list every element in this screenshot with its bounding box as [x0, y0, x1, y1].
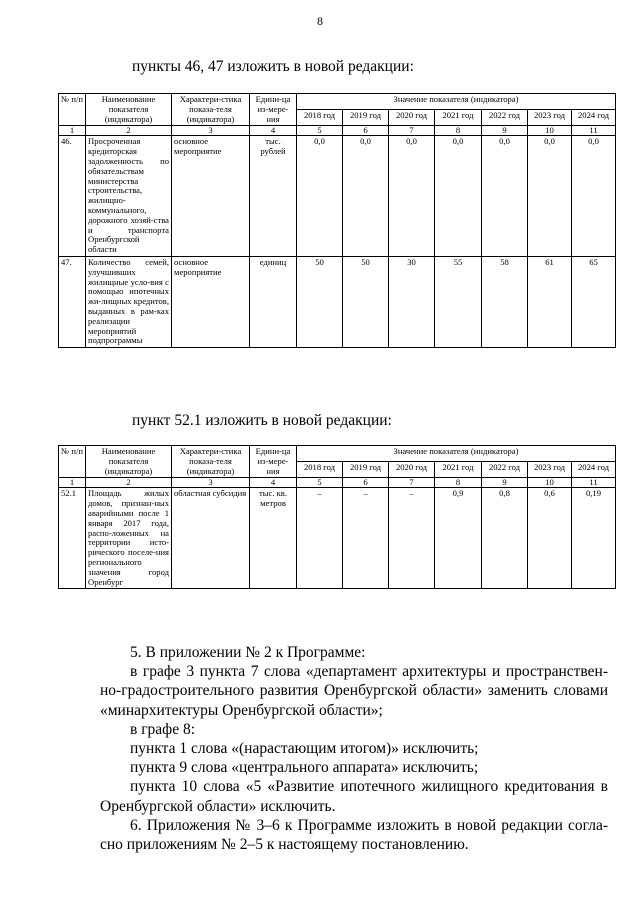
- row-unit: единиц: [250, 256, 297, 347]
- row-value: 0,0: [482, 136, 528, 257]
- row-no: 52.1: [59, 488, 86, 589]
- row-value: –: [389, 488, 435, 589]
- row-value: 61: [528, 256, 572, 347]
- paragraph-point-9: пункта 9 слова «центрального аппарата» исключить;: [130, 759, 479, 777]
- paragraph-point-1: пункта 1 слова «(нарастающим итогом)» исключить;: [130, 740, 479, 758]
- indicators-table-52-1: [58, 445, 616, 589]
- page-number: 8: [317, 14, 323, 28]
- col-number: 2: [86, 478, 172, 488]
- heading-item-52-1: пункт 52.1 изложить в новой редакции:: [132, 412, 392, 429]
- col-number: 9: [482, 126, 528, 136]
- row-value: 0,6: [528, 488, 572, 589]
- col-number: 3: [172, 478, 250, 488]
- col-number: 9: [482, 478, 528, 488]
- header-year: 2020 год: [389, 462, 435, 478]
- header-unit: Едини-ца из-мере-ния: [250, 94, 297, 126]
- column-number-row: [59, 478, 616, 488]
- col-number: 1: [59, 126, 86, 136]
- col-number: 11: [572, 478, 616, 488]
- header-year: 2020 год: [389, 110, 435, 126]
- row-value: 0,0: [389, 136, 435, 257]
- col-number: 4: [250, 478, 297, 488]
- col-number: 8: [435, 478, 482, 488]
- heading-items-46-47: пункты 46, 47 изложить в новой редакции:: [132, 58, 414, 75]
- row-value: 65: [572, 256, 616, 347]
- header-year: 2018 год: [297, 110, 343, 126]
- header-no: № п/п: [59, 446, 86, 478]
- header-year: 2023 год: [528, 110, 572, 126]
- col-number: 7: [389, 478, 435, 488]
- header-value-group: Значение показателя (индикатора): [297, 446, 616, 462]
- header-value-group: Значение показателя (индикатора): [297, 94, 616, 110]
- row-value: 0,8: [482, 488, 528, 589]
- row-value: 0,0: [297, 136, 343, 257]
- header-year: 2022 год: [482, 462, 528, 478]
- row-characteristic: основное мероприятие: [172, 136, 250, 257]
- row-value: 0,0: [435, 136, 482, 257]
- col-number: 10: [528, 478, 572, 488]
- col-number: 10: [528, 126, 572, 136]
- paragraph-item-6: 6. Приложения № 3–6 к Программе изложить в новой редакции согла-сно приложениям № 2–5 к настоящему постановлению.: [100, 816, 608, 854]
- header-unit: Едини-ца из-мере-ния: [250, 446, 297, 478]
- row-value: 30: [389, 256, 435, 347]
- row-no: 46.: [59, 136, 86, 257]
- header-year: 2024 год: [572, 110, 616, 126]
- indicators-table-46-47: [58, 93, 616, 348]
- row-value: 0,9: [435, 488, 482, 589]
- paragraph-point-10: пункта 10 слова «5 «Развитие ипотечного жилищного кредитования в Оренбургской области» исключить.: [100, 778, 608, 815]
- table-row: [59, 136, 616, 257]
- header-no: № п/п: [59, 94, 86, 126]
- column-number-row: [59, 126, 616, 136]
- header-year: 2024 год: [572, 462, 616, 478]
- row-value: 0,0: [343, 136, 389, 257]
- col-number: 1: [59, 478, 86, 488]
- col-number: 6: [343, 478, 389, 488]
- col-number: 2: [86, 126, 172, 136]
- row-indicator-name: Количество семей, улучшивших жилищные усло-вия с помощью ипотечных жи-лищных кредитов, выданных в рам-ках реализации мероприятий подпрограммы: [86, 256, 172, 347]
- table-header-row: [59, 94, 616, 110]
- paragraph-column-8: в графе 8:: [130, 720, 196, 738]
- row-indicator-name: Просроченная кредиторская задолженность по обязательствам министерства строительства, жилищно-коммунального, дорожного хозяй-ства и транспорта Оренбургской области: [86, 136, 172, 257]
- col-number: 8: [435, 126, 482, 136]
- table-row: [59, 488, 616, 589]
- header-characteristic: Характери-стика показа-теля (индикатора): [172, 94, 250, 126]
- row-value: 0,19: [572, 488, 616, 589]
- row-characteristic: основное мероприятие: [172, 256, 250, 347]
- header-year: 2021 год: [435, 462, 482, 478]
- paragraph-column-3: в графе 3 пункта 7 слова «департамент архитектуры и пространствен-но-градостроительного развития Оренбургской области» заменить словами «минархитектуры Оренбургской области»;: [100, 663, 608, 719]
- header-year: 2023 год: [528, 462, 572, 478]
- amendment-text: [100, 643, 608, 854]
- header-indicator-name: Наименование показателя (индикатора): [86, 446, 172, 478]
- col-number: 5: [297, 126, 343, 136]
- col-number: 6: [343, 126, 389, 136]
- col-number: 4: [250, 126, 297, 136]
- row-value: 50: [297, 256, 343, 347]
- header-year: 2021 год: [435, 110, 482, 126]
- row-value: –: [343, 488, 389, 589]
- row-value: 0,0: [528, 136, 572, 257]
- col-number: 3: [172, 126, 250, 136]
- header-year: 2019 год: [343, 462, 389, 478]
- row-characteristic: областная субсидия: [172, 488, 250, 589]
- row-value: 0,0: [572, 136, 616, 257]
- row-no: 47.: [59, 256, 86, 347]
- row-value: 58: [482, 256, 528, 347]
- row-value: –: [297, 488, 343, 589]
- row-unit: тыс. рублей: [250, 136, 297, 257]
- header-year: 2022 год: [482, 110, 528, 126]
- header-year: 2018 год: [297, 462, 343, 478]
- paragraph-item-5: 5. В приложении № 2 к Программе:: [130, 644, 366, 661]
- row-value: 50: [343, 256, 389, 347]
- row-unit: тыс. кв. метров: [250, 488, 297, 589]
- header-characteristic: Характери-стика показа-теля (индикатора): [172, 446, 250, 478]
- header-indicator-name: Наименование показателя (индикатора): [86, 94, 172, 126]
- table-header-row: [59, 446, 616, 462]
- header-year: 2019 год: [343, 110, 389, 126]
- row-value: 55: [435, 256, 482, 347]
- row-indicator-name: Площадь жилых домов, признан-ных аварийными после 1 января 2017 года, распо-ложенных на территории исто-рического поселе-ния регионального значения город Оренбург: [86, 488, 172, 589]
- col-number: 11: [572, 126, 616, 136]
- col-number: 5: [297, 478, 343, 488]
- col-number: 7: [389, 126, 435, 136]
- table-row: [59, 256, 616, 347]
